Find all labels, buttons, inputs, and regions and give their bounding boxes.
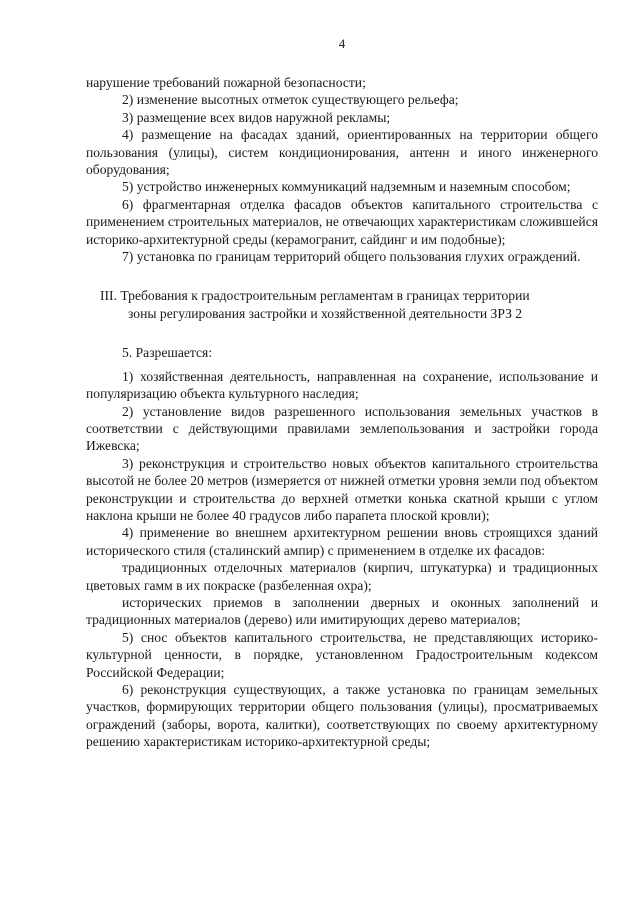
prohibited-lead: нарушение требований пожарной безопасности; xyxy=(86,75,366,90)
prohibited-item-7: 7) установка по границам территорий общего пользования глухих ограждений. xyxy=(122,249,581,265)
allowed-item-6: 6) реконструкция существующих, а также установка по границам земельных участков, формирующих территории общего пользования (улицы), просматриваемых ограждений (заборы, ворота, калитки), соответствующих по своему архитектурному решению характеристикам историко-архитектурной среды; xyxy=(86,682,598,750)
section-title-line1: Требования к градостроительным регламентам в границах территории xyxy=(120,288,530,304)
allowed-item-1: 1) хозяйственная деятельность, направленная на сохранение, использование и популяризацию объекта культурного наследия; xyxy=(86,368,598,402)
allowed-subitem-techniques: исторических приемов в заполнении дверных и оконных заполнений и традиционных материалов (дерево) или имитирующих дерево материалов; xyxy=(86,594,598,628)
allowed-item-4: 4) применение во внешнем архитектурном решении вновь строящихся зданий исторического стиля (сталинский ампир) с применением в отделке их фасадов: xyxy=(86,525,598,558)
allowed-item-3: 3) реконструкция и строительство новых объектов капитального строительства высотой не более 20 метров (измеряется от нижней отметки уровня земли под объектом реконструкции и строительства до верхней отметки конька скатной крыши с углом наклона крыши не более 40 градусов либо парапета плоской кровли); xyxy=(86,455,598,523)
allowed-lead: 5. Разрешается: xyxy=(122,345,213,361)
section-title-line2: зоны регулирования застройки и хозяйственной деятельности ЗРЗ 2 xyxy=(128,305,523,321)
prohibited-item-6: 6) фрагментарная отделка фасадов объектов капитального строительства с применением строительных материалов, не отвечающих характеристикам сложившейся историко-архитектурной среды (керамогранит, сайдинг и им подобные); xyxy=(86,196,598,247)
page-number: 4 xyxy=(338,36,346,51)
allowed-subitem-materials: традиционных отделочных материалов (кирпич, штукатурка) и традиционных цветовых гамм в их покраске (разбеленная охра); xyxy=(86,560,598,593)
prohibited-item-3: 3) размещение всех видов наружной рекламы; xyxy=(122,109,391,125)
allowed-item-2: 2) установление видов разрешенного использования земельных участков в соответствии с действующими правилами землепользования и застройки города Ижевска; xyxy=(86,403,598,454)
section-number: III. xyxy=(100,288,117,304)
allowed-item-5: 5) снос объектов капитального строительства, не представляющих историко-культурной ценности, в порядке, установленном Градостроительным кодексом Российской Федерации; xyxy=(86,629,598,680)
section-heading xyxy=(100,287,598,322)
prohibited-item-4: 4) размещение на фасадах зданий, ориентированных на территории общего пользования (улицы), систем кондиционирования, антенн и иного инженерного оборудования; xyxy=(86,127,598,178)
prohibited-item-5: 5) устройство инженерных коммуникаций надземным и наземным способом; xyxy=(122,179,571,195)
prohibited-item-2: 2) изменение высотных отметок существующего рельефа; xyxy=(122,92,459,108)
